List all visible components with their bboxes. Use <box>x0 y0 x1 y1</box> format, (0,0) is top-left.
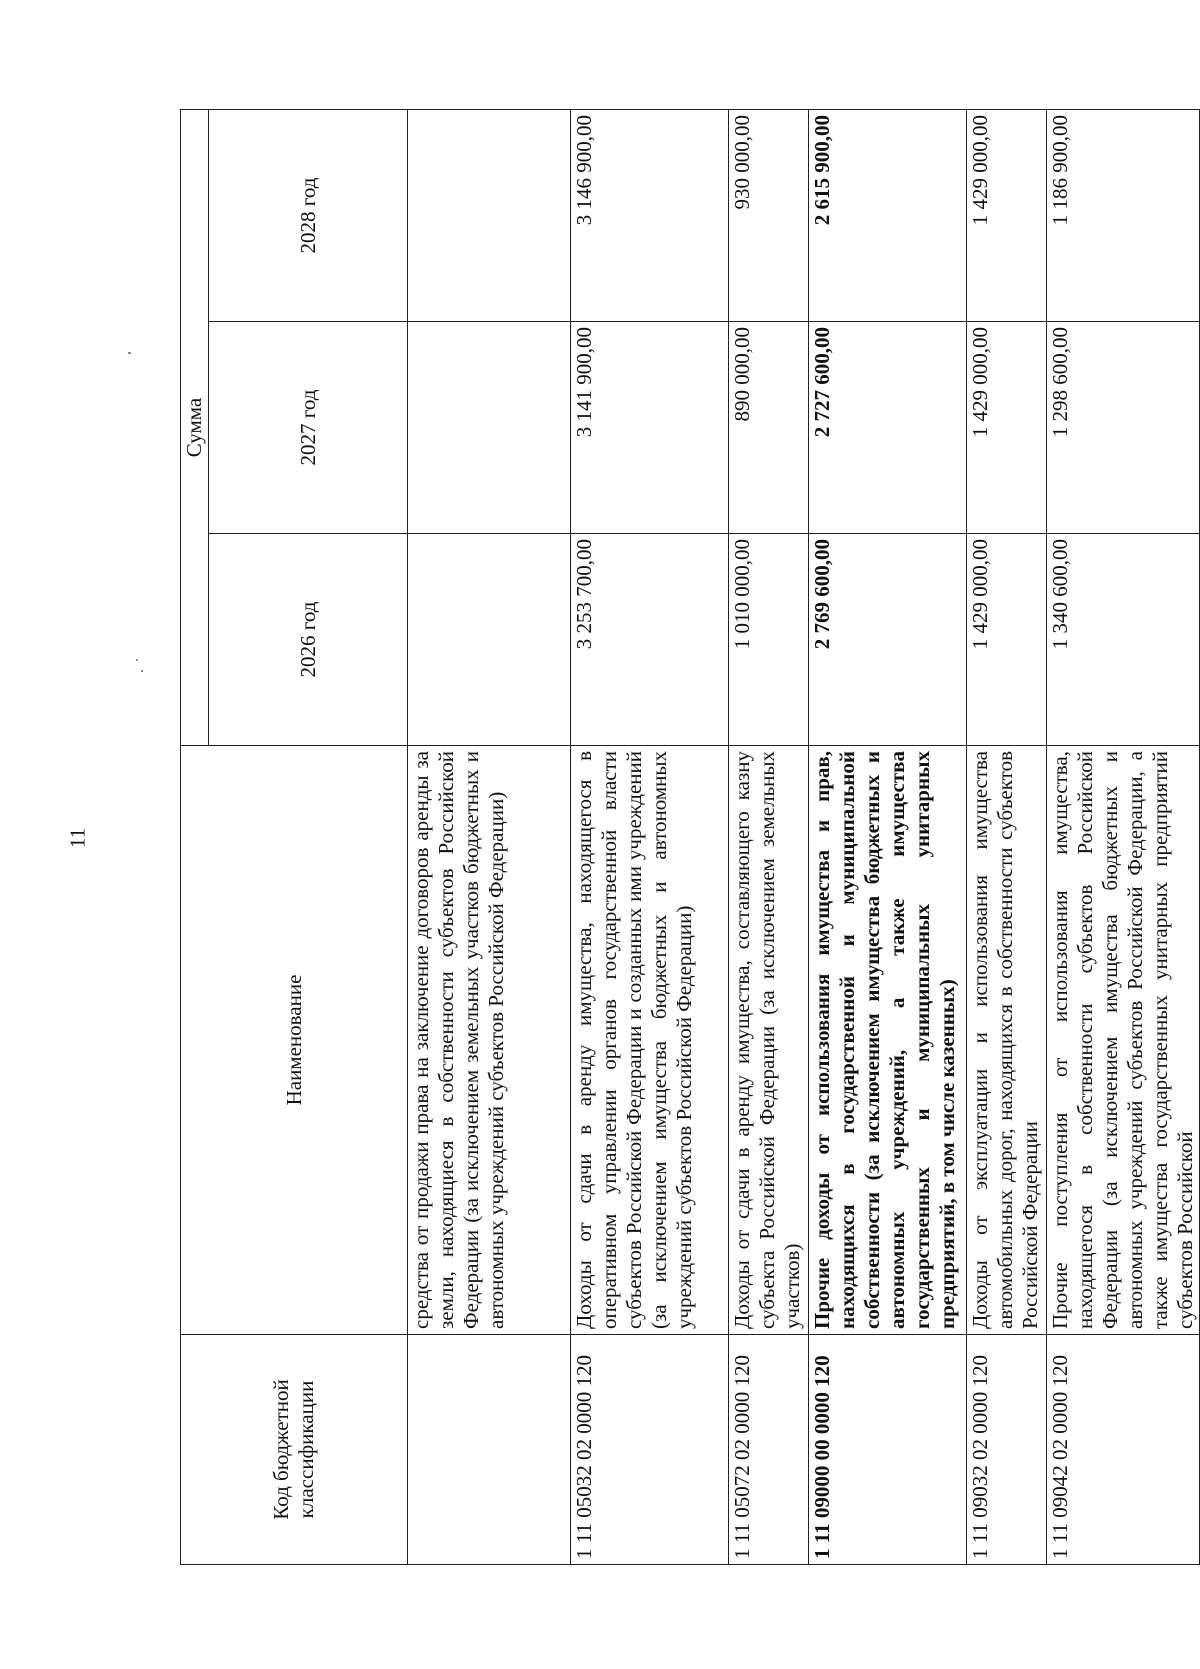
row-amount-2027: 890 000,00 <box>729 322 809 534</box>
header-year-2027: 2027 год <box>209 322 408 534</box>
scan-speck <box>128 352 131 354</box>
scan-speck <box>136 659 138 661</box>
header-year-2028: 2028 год <box>209 109 408 321</box>
row-amount-2027 <box>408 322 571 534</box>
table-header <box>181 109 408 1564</box>
rotated-table-wrapper <box>180 110 1197 1565</box>
header-name: Наименование <box>181 746 408 1335</box>
row-amount-2028: 3 146 900,00 <box>571 109 729 321</box>
page-number: 11 <box>65 827 90 849</box>
row-amount-2028: 2 615 900,00 <box>809 109 967 321</box>
row-amount-2026: 3 253 700,00 <box>571 534 729 746</box>
row-amount-2026: 1 340 600,00 <box>1047 534 1200 746</box>
header-sum: Сумма <box>181 109 209 745</box>
row-code: 1 11 05032 02 0000 120 <box>571 1335 729 1565</box>
row-amount-2027: 2 727 600,00 <box>809 322 967 534</box>
row-code: 1 11 09032 02 0000 120 <box>967 1335 1047 1565</box>
row-name: Доходы от эксплуатации и использования имущества автомобильных дорог, находящихся в собственности субъектов Российской Федерации <box>967 746 1047 1335</box>
row-amount-2028: 1 186 900,00 <box>1047 109 1200 321</box>
row-code: 1 11 09000 00 0000 120 <box>809 1335 967 1565</box>
row-name: Прочие доходы от использования имущества и прав, находящихся в государственной и муниципальной собственности (за исключением имущества бюджетных и автономных учреждений, а также имущества государственных и муниципальных унитарных предприятий, в том числе казенных) <box>809 746 967 1335</box>
table-row <box>809 109 967 1564</box>
row-code: 1 11 09042 02 0000 120 <box>1047 1335 1200 1565</box>
row-name: средства от продажи права на заключение договоров аренды за земли, находящиеся в собственности субъектов Российской Федерации (за исключением земельных участков бюджетных и автономных учреждений субъектов Российской Федерации) <box>408 746 571 1335</box>
row-code <box>408 1335 571 1565</box>
row-code: 1 11 05072 02 0000 120 <box>729 1335 809 1565</box>
row-amount-2027: 3 141 900,00 <box>571 322 729 534</box>
row-amount-2026 <box>408 534 571 746</box>
header-year-2026: 2026 год <box>209 534 408 746</box>
row-amount-2027: 1 429 000,00 <box>967 322 1047 534</box>
scan-speck <box>141 670 143 672</box>
table-row <box>408 109 571 1564</box>
row-name: Прочие поступления от использования имущества, находящегося в собственности субъектов Российской Федерации (за исключением имущества бюджетных и автономных учреждений субъектов Российской Федерации, а также имущества государственных унитарных предприятий субъектов Российской <box>1047 746 1200 1335</box>
row-name: Доходы от сдачи в аренду имущества, составляющего казну субъекта Российской Федерации (за исключением земельных участков) <box>729 746 809 1335</box>
header-code: Код бюджетной классификации <box>181 1335 408 1565</box>
row-name: Доходы от сдачи в аренду имущества, находящегося в оперативном управлении органов государственной власти субъектов Российской Федерации и созданных ими учреждений (за исключением имущества бюджетных и автономных учреждений субъектов Российской Федерации) <box>571 746 729 1335</box>
row-amount-2028: 1 429 000,00 <box>967 109 1047 321</box>
table-row <box>729 109 809 1564</box>
table-row <box>967 109 1047 1564</box>
budget-table <box>180 109 1200 1565</box>
table-body <box>408 109 1200 1564</box>
row-amount-2028 <box>408 109 571 321</box>
row-amount-2027: 1 298 600,00 <box>1047 322 1200 534</box>
table-row <box>571 109 729 1564</box>
row-amount-2026: 1 429 000,00 <box>967 534 1047 746</box>
row-amount-2026: 2 769 600,00 <box>809 534 967 746</box>
row-amount-2028: 930 000,00 <box>729 109 809 321</box>
table-row <box>1047 109 1200 1564</box>
row-amount-2026: 1 010 000,00 <box>729 534 809 746</box>
